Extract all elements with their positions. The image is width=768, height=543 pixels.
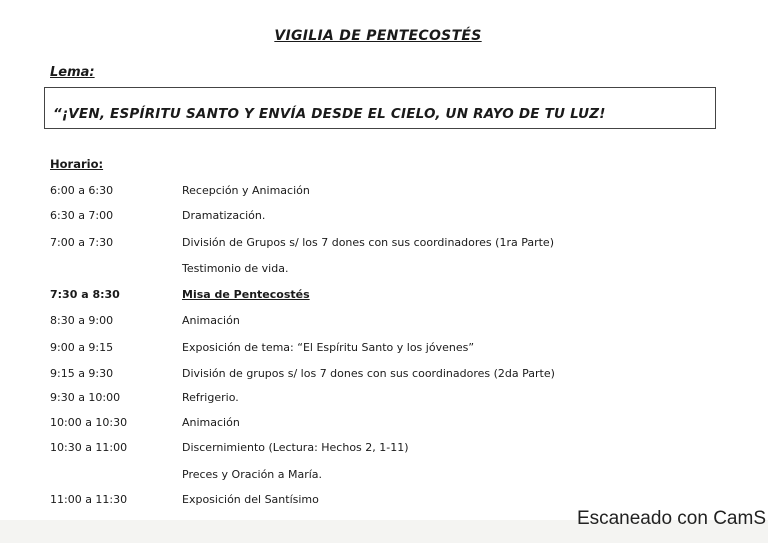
schedule-time: 11:00 a 11:30 bbox=[50, 493, 128, 506]
schedule-activity: Misa de Pentecostés bbox=[182, 288, 310, 301]
schedule-activity: Preces y Oración a María. bbox=[182, 468, 323, 481]
schedule-row bbox=[0, 441, 740, 461]
schedule-time: 6:30 a 7:00 bbox=[50, 209, 114, 222]
schedule-row bbox=[0, 391, 740, 411]
schedule-row bbox=[0, 367, 740, 387]
schedule-row bbox=[0, 416, 740, 436]
schedule-time: 10:00 a 10:30 bbox=[50, 416, 128, 429]
lema-label: Lema: bbox=[50, 65, 95, 80]
schedule-activity: Refrigerio. bbox=[182, 391, 239, 404]
schedule-row bbox=[0, 262, 740, 282]
document-title: VIGILIA DE PENTECOSTÉS bbox=[274, 28, 482, 44]
schedule-time: 10:30 a 11:00 bbox=[50, 441, 128, 454]
schedule-row bbox=[0, 341, 740, 361]
schedule-row bbox=[0, 468, 740, 488]
schedule-activity: División de grupos s/ los 7 dones con sus coordinadores (2da Parte) bbox=[182, 367, 555, 380]
schedule-activity: Animación bbox=[182, 416, 240, 429]
schedule-row-highlight bbox=[0, 288, 740, 308]
schedule-activity: Dramatización. bbox=[182, 209, 266, 222]
schedule-time: 7:00 a 7:30 bbox=[50, 236, 114, 249]
schedule-time: 7:30 a 8:30 bbox=[50, 288, 120, 301]
schedule-time: 9:30 a 10:00 bbox=[50, 391, 121, 404]
schedule-activity: Testimonio de vida. bbox=[182, 262, 289, 275]
lema-box bbox=[44, 87, 716, 129]
schedule-activity: Recepción y Animación bbox=[182, 184, 310, 197]
schedule-time: 9:15 a 9:30 bbox=[50, 367, 114, 380]
schedule-time: 8:30 a 9:00 bbox=[50, 314, 114, 327]
scanner-watermark: Escaneado con CamS bbox=[576, 508, 766, 529]
lema-text: “¡VEN, ESPÍRITU SANTO Y ENVÍA DESDE EL CIELO, UN RAYO DE TU LUZ! bbox=[53, 106, 606, 122]
schedule-activity: Exposición de tema: “El Espíritu Santo y los jóvenes” bbox=[182, 341, 475, 354]
horario-label: Horario: bbox=[50, 157, 104, 171]
schedule-time: 6:00 a 6:30 bbox=[50, 184, 114, 197]
schedule-activity: Exposición del Santísimo bbox=[182, 493, 319, 506]
schedule-row bbox=[0, 314, 740, 334]
schedule-row bbox=[0, 184, 740, 204]
schedule-row bbox=[0, 209, 740, 229]
schedule-activity: Discernimiento (Lectura: Hechos 2, 1-11) bbox=[182, 441, 409, 454]
schedule-time: 9:00 a 9:15 bbox=[50, 341, 114, 354]
schedule-activity: Animación bbox=[182, 314, 240, 327]
schedule-row bbox=[0, 236, 740, 256]
schedule-activity: División de Grupos s/ los 7 dones con sus coordinadores (1ra Parte) bbox=[182, 236, 554, 249]
